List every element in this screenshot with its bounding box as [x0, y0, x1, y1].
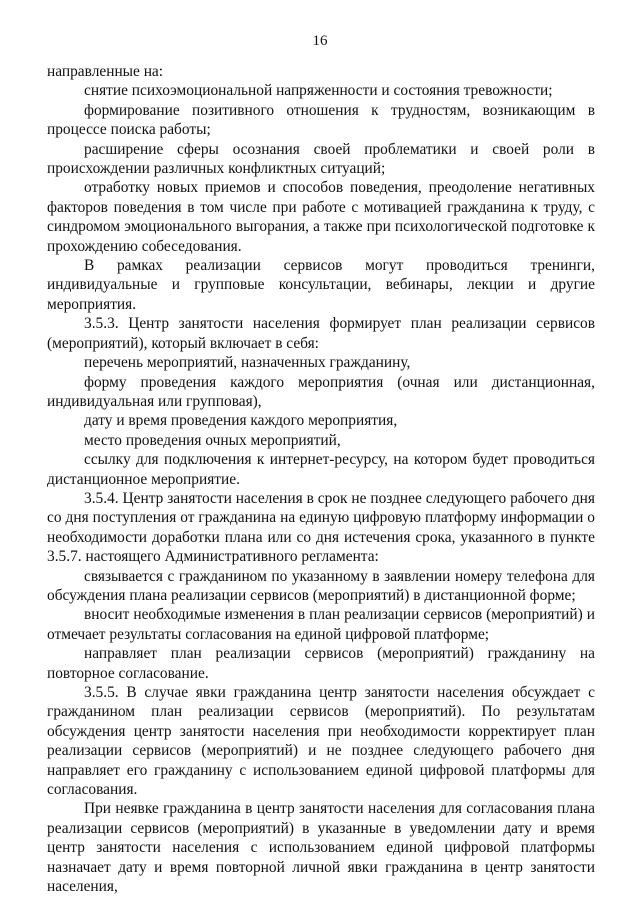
paragraph: дату и время проведения каждого мероприятия, — [84, 412, 398, 430]
paragraph: форму проведения каждого мероприятия (очная или дистанционная, индивидуальная или групповая), — [47, 373, 595, 410]
paragraph: 3.5.3. Центр занятости населения формирует план реализации сервисов (мероприятий), который включает в себя: — [47, 315, 595, 352]
paragraph: 3.5.4. Центр занятости населения в срок не позднее следующего рабочего дня со дня поступления от гражданина на единую цифровую платформу информации о необходимости доработки плана или со дня истечения срока, указанного в пункте 3.5.7. настоящего Административного регламента: — [47, 489, 595, 566]
paragraph: отработку новых приемов и способов поведения, преодоление негативных факторов поведения в том числе при работе с мотивацией гражданина к труду, с синдромом эмоционального выгорания, а также при психологической подготовке к прохождению собеседования. — [47, 179, 595, 255]
paragraph: формирование позитивного отношения к трудностям, возникающим в процессе поиска работы; — [47, 101, 595, 139]
paragraph: В рамках реализации сервисов могут проводиться тренинги, индивидуальные и групповые консультации, вебинары, лекции и другие мероприятия. — [47, 257, 595, 313]
paragraph: ссылку для подключения к интернет-ресурсу, на котором будет проводиться дистанционное мероприятие. — [47, 451, 595, 488]
paragraph: 3.5.5. В случае явки гражданина центр занятости населения обсуждает с гражданином план реализации сервисов (мероприятий). По результатам обсуждения центр занятости населения при необходимости корректирует план реализации сервисов (мероприятий) и не позднее следующего рабочего дня направляет его гражданину с использованием единой цифровой платформы для согласования. — [47, 684, 595, 799]
paragraph: место проведения очных мероприятий, — [84, 431, 341, 449]
paragraph: направляет план реализации сервисов (мероприятий) гражданину на повторное согласование. — [47, 645, 595, 682]
page-number: 16 — [312, 33, 328, 49]
paragraph: связывается с гражданином по указанному в заявлении номеру телефона для обсуждения плана реализации сервисов (мероприятий) в дистанционной форме; — [47, 567, 595, 604]
paragraph: вносит необходимые изменения в план реализации сервисов (мероприятий) и отмечает результаты согласования на единой цифровой платформе; — [47, 606, 595, 643]
paragraph: направленные на: — [47, 63, 164, 80]
document-body — [47, 62, 595, 896]
paragraph: расширение сферы осознания своей проблематики и своей роли в происхождении различных конфликтных ситуаций; — [47, 140, 595, 178]
paragraph: перечень мероприятий, назначенных гражданину, — [84, 354, 411, 372]
paragraph: При неявке гражданина в центр занятости населения для согласования плана реализации сервисов (мероприятий) в указанные в уведомлении дату и время центр занятости населения с использованием единой цифровой платформы назначает дату и время повторной личной явки гражданина в центр занятости населения, — [47, 800, 595, 896]
paragraph: снятие психоэмоциональной напряженности и состояния тревожности; — [84, 82, 553, 100]
